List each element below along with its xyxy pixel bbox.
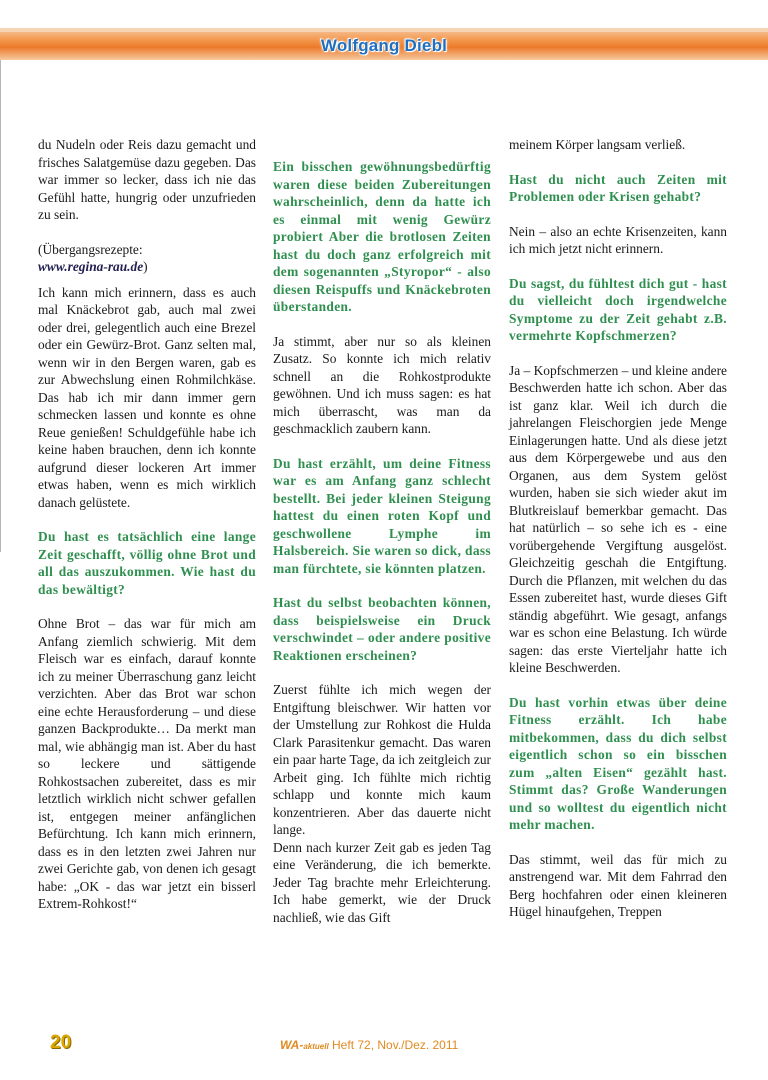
header-author: Wolfgang Diebl (320, 36, 448, 55)
column-2 (273, 136, 491, 926)
magazine-wa: WA- (280, 1038, 304, 1052)
recipe-link[interactable]: www.regina-rau.de (38, 259, 144, 274)
recipe-prefix: (Übergangsrezepte: (38, 241, 143, 257)
paragraph: meinem Körper langsam verließ. (509, 137, 686, 152)
interview-question: Ein bisschen gewöhnungsbedürftig waren diese beiden Zubereitungen wahrscheinlich, denn da hatte ich es einmal mit wenig Gewürz probiert Aber die brotlosen Zeiten hast du doch ganz erfolgreich mit dem sogenannten „Styropor“ - also diesen Reispuffs und Knäckebroten überstanden. (273, 159, 491, 314)
page-number: 20 (50, 1032, 72, 1053)
magazine-aktuell: aktuell (303, 1042, 329, 1051)
paragraph: Ja stimmt, aber nur so als kleinen Zusatz. So konnte ich mich relativ schnell an die Rohkostprodukte gewöhnen. Und ich muss sagen: es hat mich überrascht, was man da geschmacklich zaubern kann. (273, 333, 491, 436)
issue-info: Heft 72, Nov./Dez. 2011 (332, 1038, 459, 1052)
column-3 (509, 136, 727, 921)
paragraph: Nein – also an echte Krisenzeiten, kann ich mich jetzt nicht erinnern. (509, 223, 727, 256)
interview-question: Du sagst, du fühltest dich gut - hast du vielleicht doch irgendwelche Symptome zu der Zeit gehabt z.B. vermehrte Kopfschmerzen? (509, 275, 727, 343)
interview-question: Du hast erzählt, um deine Fitness war es am Anfang ganz schlecht bestellt. Bei jeder kleinen Steigung hattest du einen roten Kopf und geschwollene Lymphe im Halsbereich. Sie waren so dick, dass man fürchtete, sie könnten platzen. (273, 455, 491, 576)
paragraph: Ich kann mich erinnern, dass es auch mal Knäckebrot gab, auch mal zwei oder drei, gelegentlich auch eine Brezel oder ein Gewürz-Brot. Ganz selten mal, wenn wir in den Bergen waren, gab es zur Abwechslung einen Rohmilchkäse. Das hab ich mir dann immer gern schmecken lassen und konnte es ohne Reue genießen! Schuldgefühle habe ich keine haben brauchen, denn ich konnte aufgrund dieser lockeren Art immer etwas haben, wenn es mich wirklich danach gelüstete. (38, 284, 256, 510)
paragraph: du Nudeln oder Reis dazu gemacht und frisches Salatgemüse dazu gegeben. Das war immer so lecker, dass ich nie das Gefühl hatte, hungrig oder unzufrieden zu sein. (38, 137, 256, 222)
interview-question: Hast du selbst beobachten können, dass beispielsweise ein Druck verschwindet – oder andere positive Reaktionen erscheinen? (273, 595, 491, 663)
interview-question: Hast du nicht auch Zeiten mit Problemen oder Krisen gehabt? (509, 171, 727, 204)
column-1 (38, 136, 256, 913)
interview-question: Du hast es tatsächlich eine lange Zeit geschafft, völlig ohne Brot und all das auszukommen. Wie hast du das bewältigt? (38, 529, 256, 597)
paragraph: Ja – Kopfschmerzen – und kleine andere Beschwerden hatte ich schon. Aber das ist ganz klar. Weil ich durch die jahrelangen Fleischorgien jede Menge Einlagerungen hatte. Und als diese jetzt aus dem Körpergewebe und aus den Organen, aus dem System gelöst wurden, haben sie sich wieder akut im Blutkreislauf bemerkbar gemacht. Das hat natürlich – so sehe ich es - eine vorübergehende Vergiftung ausgelöst. Gleichzeitig geschah die Entgiftung. Durch die Pflanzen, mit welchen du das Essen zubereitet hast, wurde dieses Gift ständig abgeführt. Wie gesagt, anfangs war es schon eine Belastung. Ich würde sagen: das erste Vierteljahr hatte ich kleine Beschwerden. (509, 362, 727, 675)
paragraph: Denn nach kurzer Zeit gab es jeden Tag eine Veränderung, die ich bemerkte. Jeder Tag brachte mehr Erleichterung. Ich habe gemerkt, wie der Druck nachließ, wie das Gift (273, 839, 491, 925)
paragraph: Zuerst fühlte ich mich wegen der Entgiftung bleischwer. Wir hatten vor der Umstellung zur Rohkost die Hulda Clark Parasitenkur gemacht. Das waren ein paar harte Tage, da ich zeitgleich zur Arbeit ging. Ich fühlte mich richtig schlapp und konnte mich kaum konzentrieren. Aber das dauerte nicht lange. (273, 682, 491, 837)
recipe-note (38, 241, 256, 276)
interview-question: Du hast vorhin etwas über deine Fitness erzählt. Ich habe mitbekommen, dass du dich selbst eigentlich schon so ein bisschen zum „alten Eisen“ gezählt hast. Stimmt das? Große Wanderungen und so wolltest du eigentlich nicht mehr machen. (509, 694, 727, 832)
left-margin-rule (0, 60, 1, 552)
paragraph: Ohne Brot – das war für mich am Anfang ziemlich schwierig. Mit dem Fleisch war es einfach, darauf konnte ich zu meiner Überraschung ganz leicht verzichten. Aber das Brot war schon eine echte Herausforderung – und diese ganzen Backprodukte… Da merkt man mal, wie abhängig man ist. Aber du hast so leckere und sättigende Rohkostsachen zubereitet, dass es mir letztlich wirklich nicht schwer gefallen ist, entgegen meiner anfänglichen Befürchtung. Ich kann mich erinnern, dass es in den letzten zwei Jahren nur zwei Gerichte gab, von denen ich gesagt habe: „OK - das war jetzt ein bisserl Extrem-Rohkost!“ (38, 616, 256, 911)
recipe-suffix: ) (143, 259, 148, 274)
magazine-name (280, 1038, 329, 1052)
paragraph: Das stimmt, weil das für mich zu anstrengend war. Mit dem Fahrrad den Berg hochfahren oder einen kleineren Hügel hinaufgehen, Treppen (509, 851, 727, 919)
magazine-footer (280, 1038, 458, 1052)
